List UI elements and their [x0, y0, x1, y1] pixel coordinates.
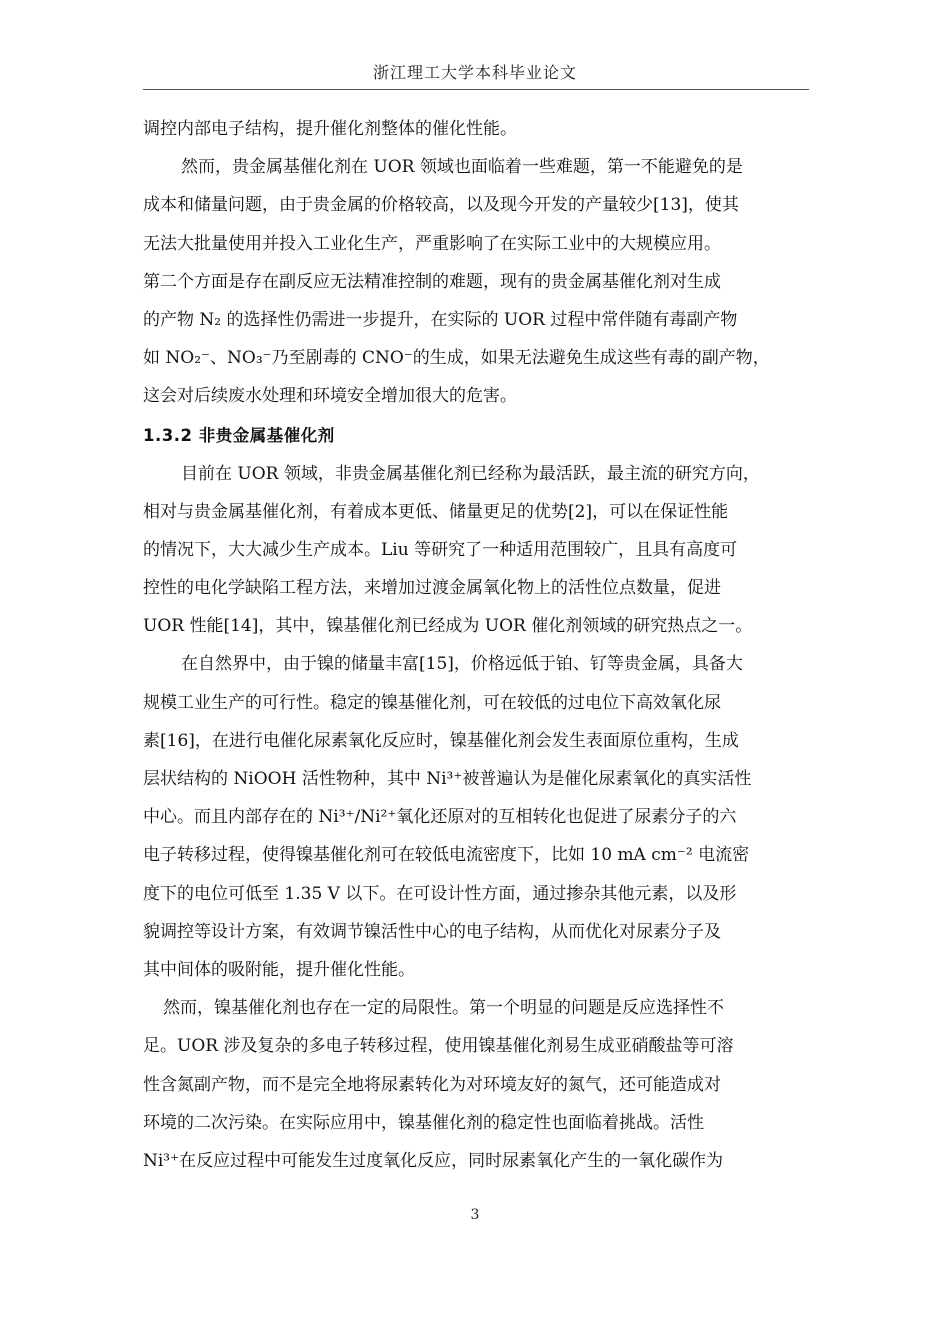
text-line: 的情况下，大大减少生产成本。Liu 等研究了一种适用范围较广，且具有高度可 [143, 539, 738, 560]
body-text [143, 110, 813, 1180]
text-line: 足。UOR 涉及复杂的多电子转移过程，使用镍基催化剂易生成亚硝酸盐等可溶 [143, 1036, 734, 1057]
running-header: 浙江理工大学本科毕业论文 [372, 63, 577, 82]
text-line: 成本和储量问题，由于贵金属的价格较高，以及现今开发的产量较少[13]，使其 [143, 195, 739, 216]
text-line: Ni³⁺在反应过程中可能发生过度氧化反应，同时尿素氧化产生的一氧化碳作为 [143, 1150, 724, 1171]
text-line: 度下的电位可低至 1.35 V 以下。在可设计性方面，通过掺杂其他元素，以及形 [143, 883, 737, 904]
text-line: 然而，贵金属基催化剂在 UOR 领域也面临着一些难题，第一不能避免的是 [181, 157, 743, 178]
text-line: 相对与贵金属基催化剂，有着成本更低、储量更足的优势[2]，可以在保证性能 [143, 501, 729, 522]
text-line: 环境的二次污染。在实际应用中，镍基催化剂的稳定性也面临着挑战。活性 [143, 1112, 704, 1133]
text-line: 貌调控等设计方案，有效调节镍活性中心的电子结构，从而优化对尿素分子及 [143, 921, 721, 942]
text-line: 素[16]，在进行电催化尿素氧化反应时，镍基催化剂会发生表面原位重构，生成 [143, 730, 739, 751]
text-line: 如 NO₂⁻、NO₃⁻乃至剧毒的 CNO⁻的生成，如果无法避免生成这些有毒的副产物， [143, 348, 770, 369]
text-line: 目前在 UOR 领域，非贵金属基催化剂已经称为最活跃，最主流的研究方向， [181, 463, 760, 484]
text-line: 中心。而且内部存在的 Ni³⁺/Ni²⁺氧化还原对的互相转化也促进了尿素分子的六 [143, 807, 737, 828]
text-line: 其中间体的吸附能，提升催化性能。 [143, 959, 415, 980]
text-line: 规模工业生产的可行性。稳定的镍基催化剂，可在较低的过电位下高效氧化尿 [143, 692, 721, 713]
text-line: 调控内部电子结构，提升催化剂整体的催化性能。 [143, 119, 517, 139]
text-line: 的产物 N₂ 的选择性仍需进一步提升，在实际的 UOR 过程中常伴随有毒副产物 [143, 309, 738, 330]
text-line: 在自然界中，由于镍的储量丰富[15]，价格远低于铂、钌等贵金属，具备大 [181, 654, 743, 675]
text-line: 控性的电化学缺陷工程方法，来增加过渡金属氧化物上的活性位点数量，促进 [143, 578, 721, 599]
text-line: 第二个方面是存在副反应无法精准控制的难题，现有的贵金属基催化剂对生成 [143, 271, 721, 292]
page-number: 3 [470, 1207, 480, 1223]
header-rule [143, 89, 809, 90]
text-line: 层状结构的 NiOOH 活性物种，其中 Ni³⁺被普遍认为是催化尿素氧化的真实活性 [143, 769, 752, 789]
text-line: 电子转移过程，使得镍基催化剂可在较低电流密度下，比如 10 mA cm⁻² 电流密 [143, 845, 750, 866]
section-heading: 1.3.2 非贵金属基催化剂 [143, 425, 335, 445]
text-line: 然而，镍基催化剂也存在一定的局限性。第一个明显的问题是反应选择性不 [163, 998, 724, 1019]
text-line: 无法大批量使用并投入工业化生产，严重影响了在实际工业中的大规模应用。 [143, 233, 721, 254]
text-line: UOR 性能[14]，其中，镍基催化剂已经成为 UOR 催化剂领域的研究热点之一。 [143, 616, 753, 637]
text-line: 性含氮副产物，而不是完全地将尿素转化为对环境友好的氮气，还可能造成对 [143, 1074, 721, 1095]
text-line: 这会对后续废水处理和环境安全增加很大的危害。 [143, 386, 517, 407]
